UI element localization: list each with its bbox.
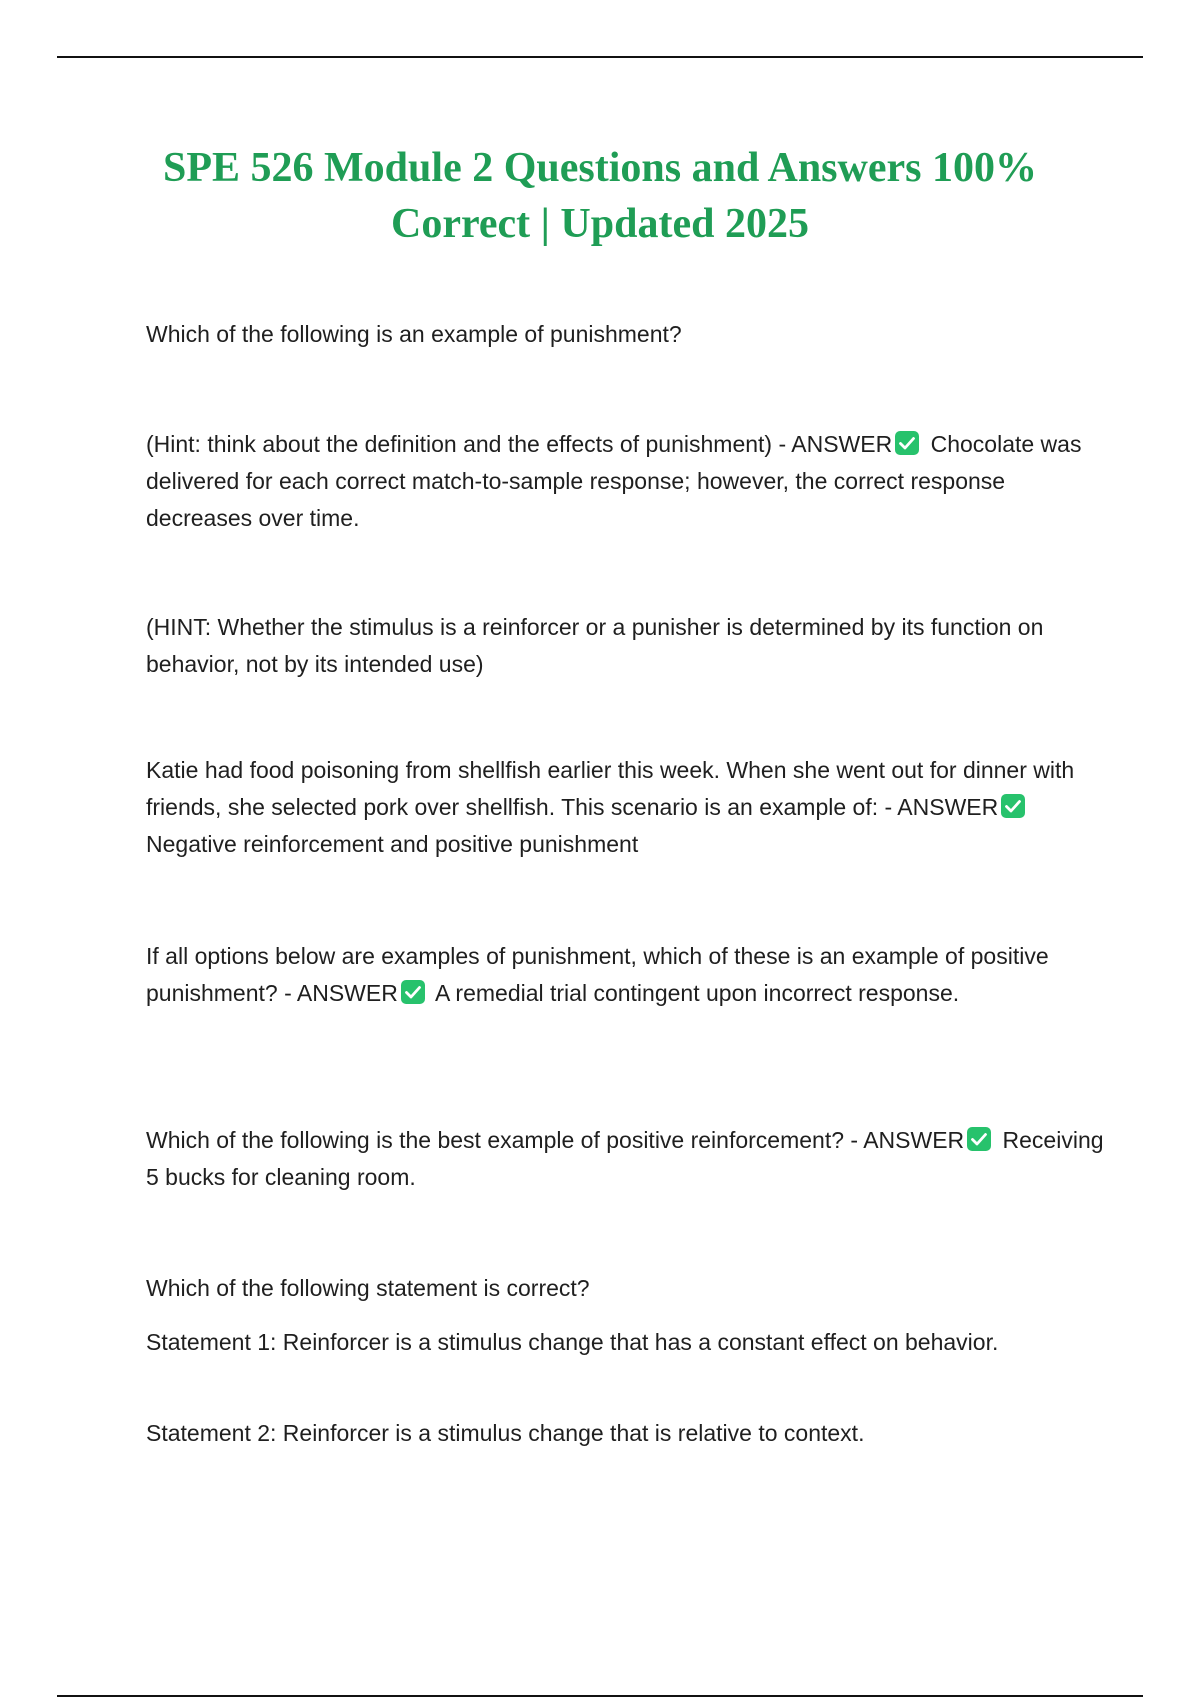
answer-4-text: Receiving 5 bucks for cleaning room.: [146, 1127, 1104, 1190]
answer-4: [146, 1122, 1106, 1196]
answer-4-prompt: Which of the following is the best example of positive reinforcement? - ANSWER: [146, 1127, 965, 1153]
question-2: Which of the following statement is correct?: [146, 1275, 590, 1301]
check-mark-icon: [400, 979, 426, 1005]
check-mark-icon: [894, 430, 920, 456]
check-mark-icon: [966, 1126, 992, 1152]
top-divider: [57, 56, 1143, 58]
statement-1: Statement 1: Reinforcer is a stimulus change that has a constant effect on behavior.: [146, 1329, 999, 1355]
bottom-divider: [57, 1695, 1143, 1697]
question-1: Which of the following is an example of punishment?: [146, 321, 682, 347]
answer-2-prompt: Katie had food poisoning from shellfish earlier this week. When she went out for dinner with friends, she selected pork over shellfish. This scenario is an example of: - ANSWER: [146, 757, 1075, 820]
answer-1-prompt: (Hint: think about the definition and the effects of punishment) - ANSWER: [146, 431, 893, 457]
answer-3: [146, 938, 1106, 1012]
answer-1: [146, 426, 1106, 537]
statement-2: Statement 2: Reinforcer is a stimulus change that is relative to context.: [146, 1420, 865, 1446]
document-title: SPE 526 Module 2 Questions and Answers 100% Correct | Updated 2025: [163, 145, 1037, 247]
answer-2-text: Negative reinforcement and positive punishment: [146, 831, 639, 857]
answer-3-text: A remedial trial contingent upon incorrect response.: [434, 980, 960, 1006]
answer-1-text: Chocolate was delivered for each correct match-to-sample response; however, the correct response decreases over time.: [146, 431, 1082, 531]
check-mark-icon: [1000, 793, 1026, 819]
answer-3-prompt: If all options below are examples of punishment, which of these is an example of positive punishment? - ANSWER: [146, 943, 1049, 1006]
answer-2: [146, 752, 1106, 863]
hint-note: (HINT: Whether the stimulus is a reinforcer or a punisher is determined by its function on behavior, not by its intended use): [146, 614, 1044, 677]
